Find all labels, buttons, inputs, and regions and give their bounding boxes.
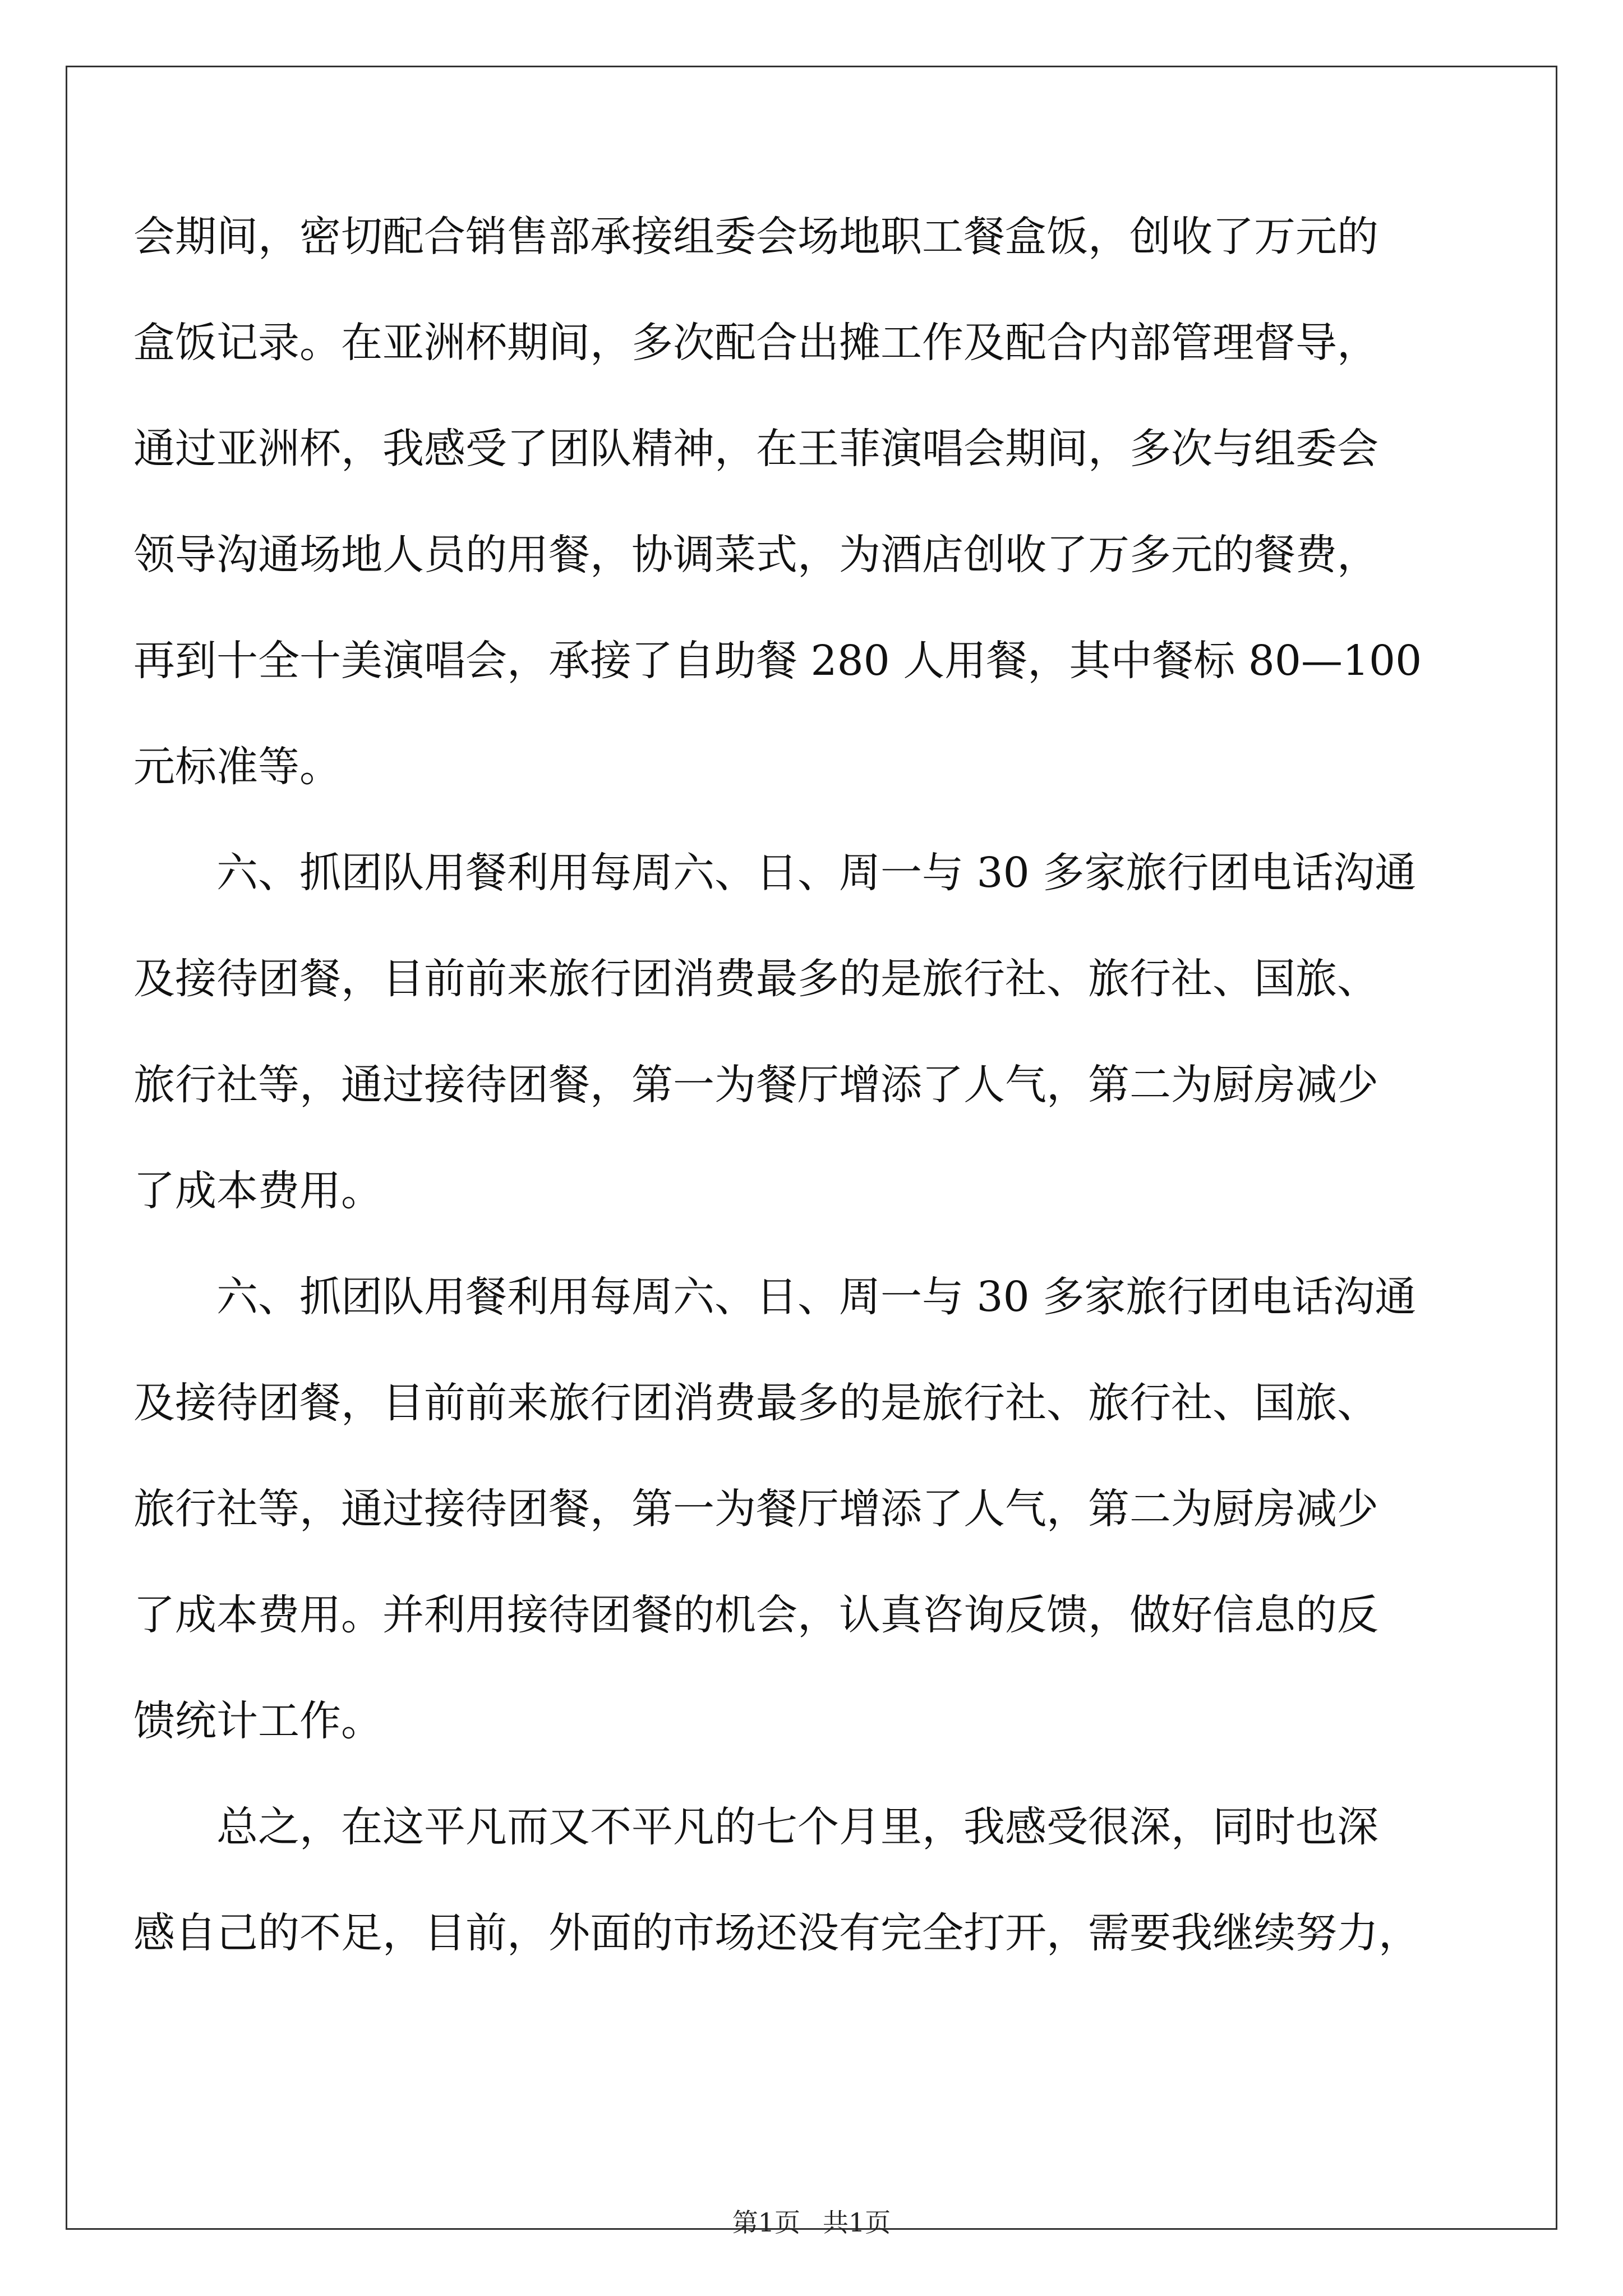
text-line: 旅行社等，通过接待团餐，第一为餐厅增添了人气，第二为厨房减少 xyxy=(133,1485,1378,1533)
text-line: 盒饭记录。在亚洲杯期间，多次配合出摊工作及配合内部管理督导， xyxy=(133,319,1378,367)
text-line: 感自己的不足，目前，外面的市场还没有完全打开，需要我继续努力， xyxy=(133,1909,1420,1957)
text-line: 通过亚洲杯，我感受了团队精神，在王菲演唱会期间，多次与组委会 xyxy=(133,425,1378,473)
paragraph-start-line: 六、抓团队用餐利用每周六、日、周一与 30 多家旅行团电话沟通 xyxy=(216,849,1417,897)
text-line: 领导沟通场地人员的用餐，协调菜式，为酒店创收了万多元的餐费， xyxy=(133,531,1378,579)
paragraph-start-line: 六、抓团队用餐利用每周六、日、周一与 30 多家旅行团电话沟通 xyxy=(216,1273,1417,1321)
text-line: 了成本费用。 xyxy=(133,1167,382,1215)
text-line: 再到十全十美演唱会，承接了自助餐 280 人用餐，其中餐标 80—100 xyxy=(133,637,1422,685)
text-line: 馈统计工作。 xyxy=(133,1697,382,1745)
text-line: 及接待团餐，目前前来旅行团消费最多的是旅行社、旅行社、国旅、 xyxy=(133,1379,1378,1427)
page-total: 共1页 xyxy=(823,2207,891,2238)
text-line: 了成本费用。并利用接待团餐的机会，认真咨询反馈，做好信息的反 xyxy=(133,1591,1378,1639)
text-line: 元标准等。 xyxy=(133,743,341,791)
text-line: 旅行社等，通过接待团餐，第一为餐厅增添了人气，第二为厨房减少 xyxy=(133,1061,1378,1109)
text-line: 会期间，密切配合销售部承接组委会场地职工餐盒饭，创收了万元的 xyxy=(133,213,1378,261)
page-number: 第1页 xyxy=(732,2207,800,2238)
paragraph-start-line: 总之，在这平凡而又不平凡的七个月里，我感受很深，同时也深 xyxy=(216,1803,1378,1851)
page-footer xyxy=(0,2206,1623,2239)
text-line: 及接待团餐，目前前来旅行团消费最多的是旅行社、旅行社、国旅、 xyxy=(133,955,1378,1003)
